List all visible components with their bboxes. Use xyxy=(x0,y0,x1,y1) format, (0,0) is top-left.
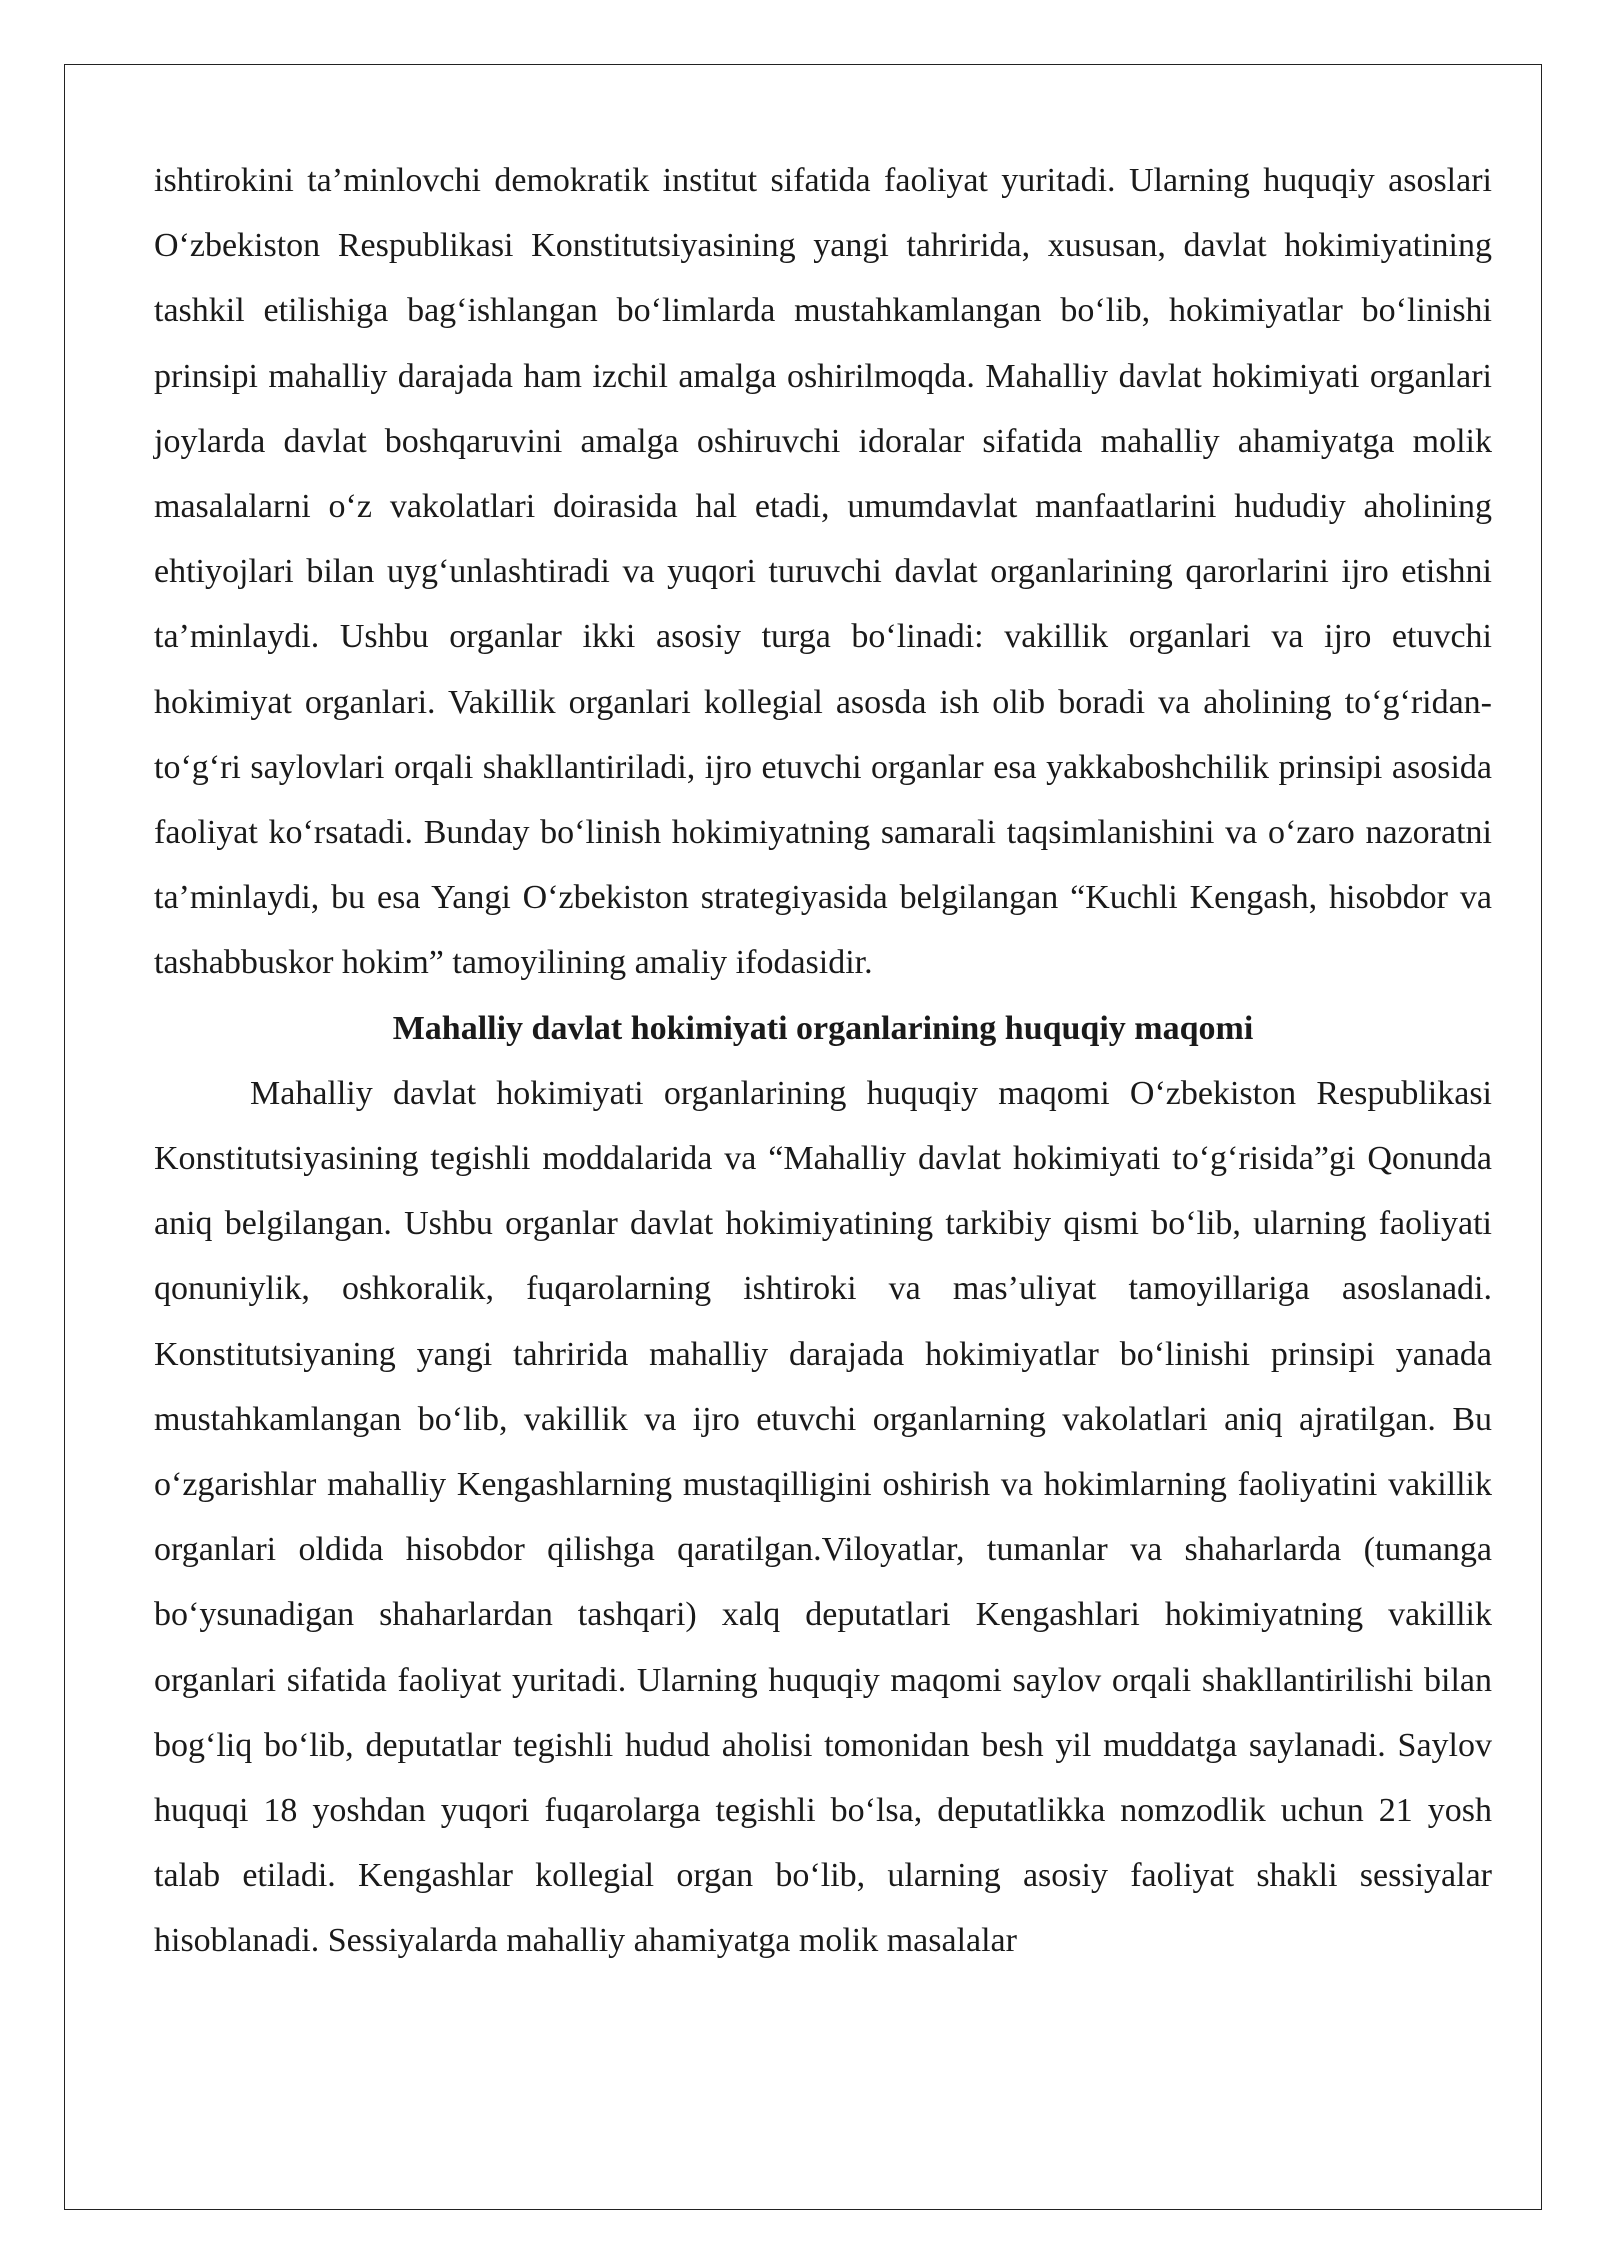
section-heading: Mahalliy davlat hokimiyati organlarining huquqiy maqomi xyxy=(392,1009,1254,1047)
paragraph-legal-status: Mahalliy davlat hokimiyati organlarining huquqiy maqomi O‘zbekiston Respublikasi Konstitutsiyasining tegishli moddalarida va “Mahalliy davlat hokimiyati to‘g‘risida”gi Qonunda aniq belgilangan. Ushbu organlar davlat hokimiyatining tarkibiy qismi bo‘lib, ularning faoliyati qonuniylik, oshkoralik, fuqarolarning ishtiroki va mas’uliyat tamoyillariga asoslanadi. Konstitutsiyaning yangi tahririda mahalliy darajada hokimiyatlar bo‘linishi prinsipi yanada mustahkamlangan bo‘lib, vakillik va ijro etuvchi organlarning vakolatlari aniq ajratilgan. Bu o‘zgarishlar mahalliy Kengashlarning mustaqilligini oshirish va hokimlarning faoliyatini vakillik organlari oldida hisobdor qilishga qaratilgan.Viloyatlar, tumanlar va shaharlarda (tumanga bo‘ysunadigan shaharlardan tashqari) xalq deputatlari Kengashlari hokimiyatning vakillik organlari sifatida faoliyat yuritadi. Ularning huquqiy maqomi saylov orqali shakllantirilishi bilan bog‘liq bo‘lib, deputatlar tegishli hudud aholisi tomonidan besh yil muddatga saylanadi. Saylov huquqi 18 yoshdan yuqori fuqarolarga tegishli bo‘lsa, deputatlikka nomzodlik uchun 21 yosh talab etiladi. Kengashlar kollegial organ bo‘lib, ularning asosiy faoliyat shakli sessiyalar hisoblanadi. Sessiyalarda mahalliy ahamiyatga molik masalalar xyxy=(154,1074,1492,1960)
paragraph-intro: ishtirokini ta’minlovchi demokratik institut sifatida faoliyat yuritadi. Ularning huquqiy asoslari O‘zbekiston Respublikasi Konstitutsiyasining yangi tahririda, xususan, davlat hokimiyatining tashkil etilishiga bag‘ishlangan bo‘limlarda mustahkamlangan bo‘lib, hokimiyatlar bo‘linishi prinsipi mahalliy darajada ham izchil amalga oshirilmoqda. Mahalliy davlat hokimiyati organlari joylarda davlat boshqaruvini amalga oshiruvchi idoralar sifatida mahalliy ahamiyatga molik masalalarni o‘z vakolatlari doirasida hal etadi, umumdavlat manfaatlarini hududiy aholining ehtiyojlari bilan uyg‘unlashtiradi va yuqori turuvchi davlat organlarining qarorlarini ijro etishni ta’minlaydi. Ushbu organlar ikki asosiy turga bo‘linadi: vakillik organlari va ijro etuvchi hokimiyat organlari. Vakillik organlari kollegial asosda ish olib boradi va aholining to‘g‘ridan-to‘g‘ri saylovlari orqali shakllantiriladi, ijro etuvchi organlar esa yakkaboshchilik prinsipi asosida faoliyat ko‘rsatadi. Bunday bo‘linish hokimiyatning samarali taqsimlanishini va o‘zaro nazoratni ta’minlaydi, bu esa Yangi O‘zbekiston strategiyasida belgilangan “Kuchli Kengash, hisobdor va tashabbuskor hokim” tamoyilining amaliy ifodasidir. xyxy=(154,162,1492,982)
document-body xyxy=(154,148,1492,1974)
